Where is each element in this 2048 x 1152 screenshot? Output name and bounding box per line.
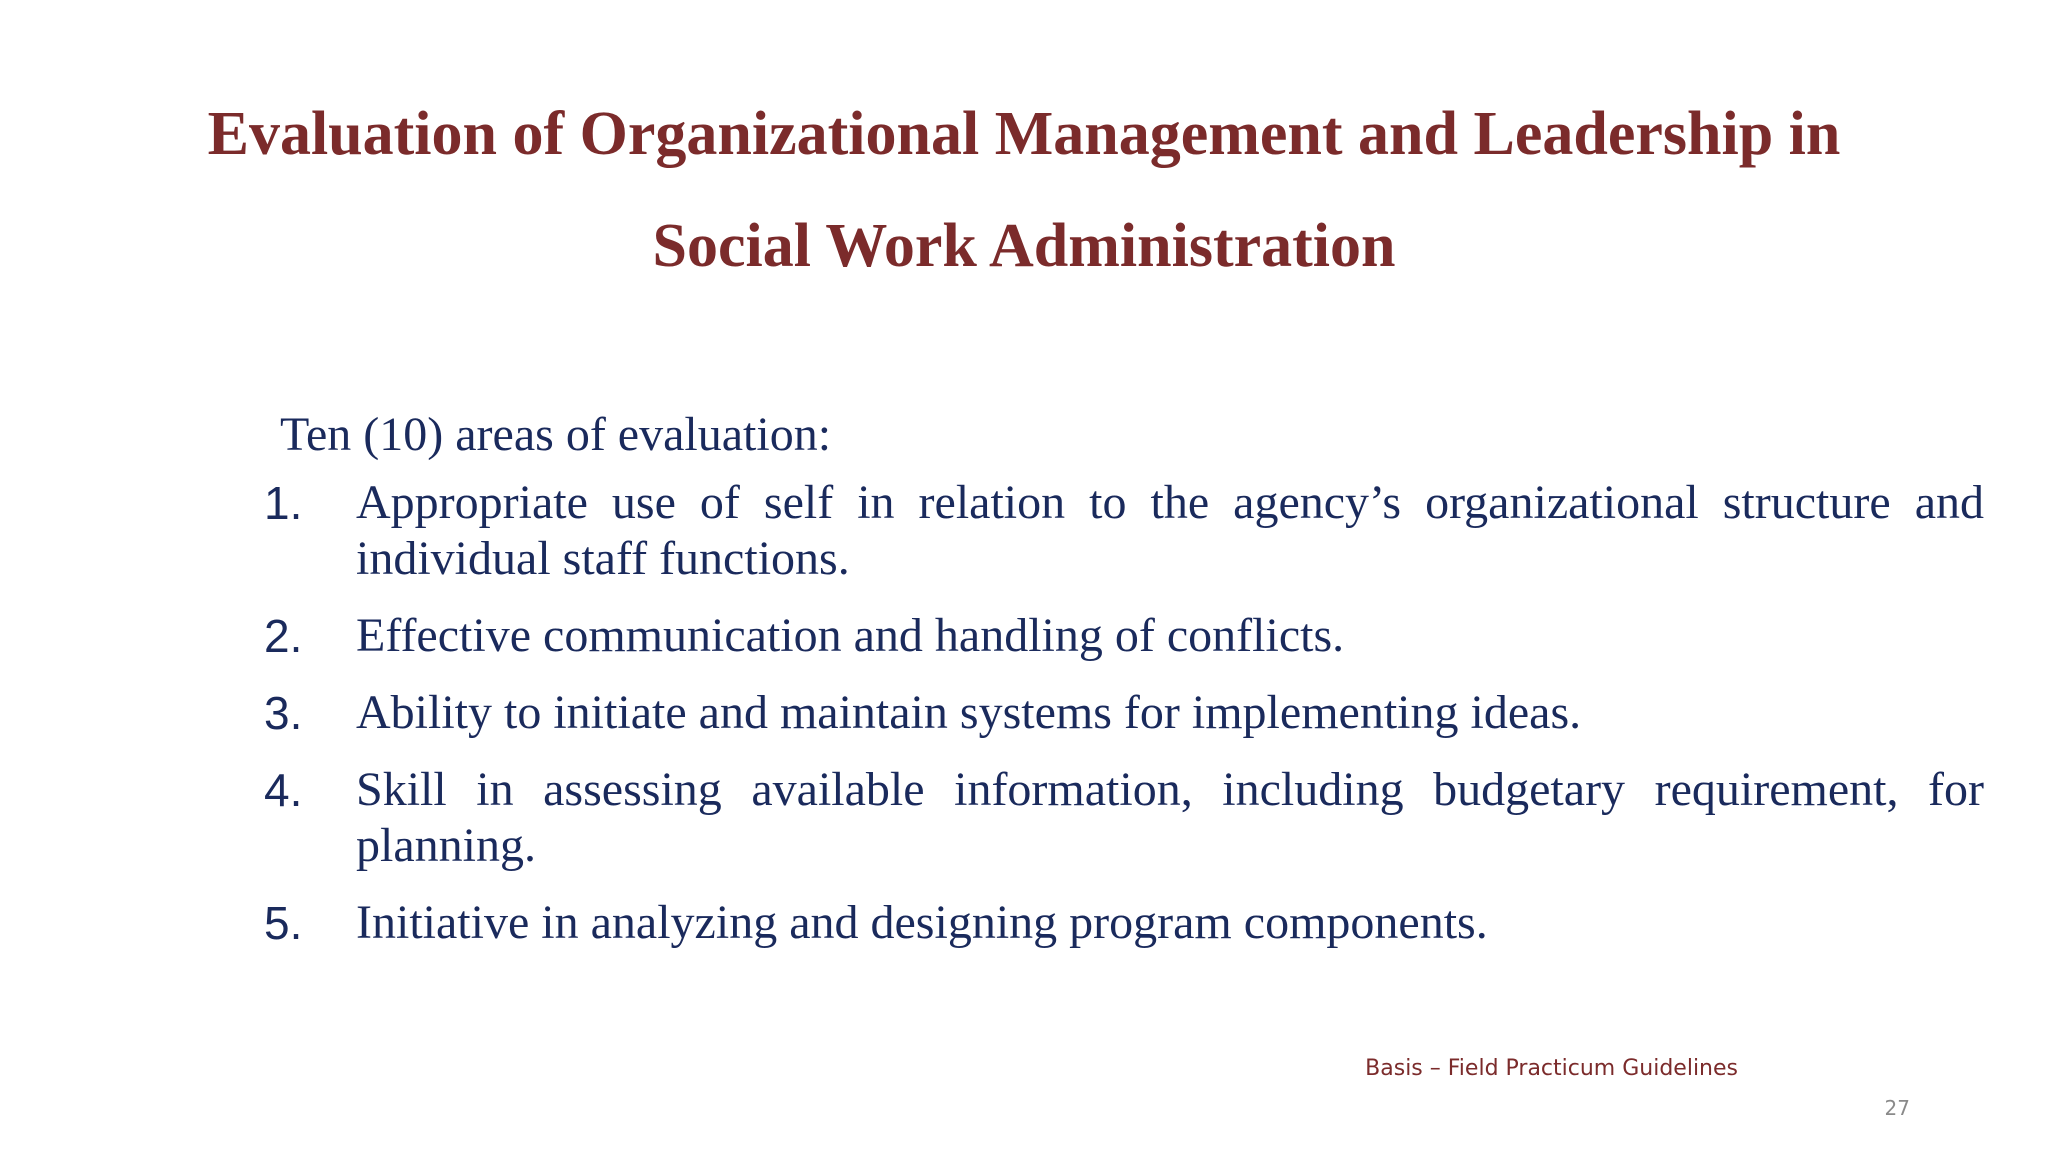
title-line-1: Evaluation of Organizational Management and Leadership in xyxy=(207,100,1841,168)
list-item-text: Effective communication and handling of conflicts. xyxy=(356,609,1345,662)
list-item xyxy=(264,762,1984,874)
list-item xyxy=(264,475,1984,587)
slide-body xyxy=(264,405,1984,972)
list-item-number: 3. xyxy=(264,687,303,739)
list-item-text: Initiative in analyzing and designing program components. xyxy=(356,896,1488,949)
list-item-text: Ability to initiate and maintain systems for implementing ideas. xyxy=(356,686,1582,739)
list-item-text: Appropriate use of self in relation to the agency’s organizational structure and individual staff functions. xyxy=(356,476,1984,585)
list-item xyxy=(264,685,1984,741)
title-line-2: Social Work Administration xyxy=(652,212,1396,280)
list-item xyxy=(264,895,1984,951)
list-item-number: 2. xyxy=(264,610,303,662)
list-item-number: 4. xyxy=(264,764,303,816)
slide-title xyxy=(0,78,2048,302)
basis-footnote: Basis – Field Practicum Guidelines xyxy=(1365,1056,1738,1081)
evaluation-list xyxy=(264,475,1984,951)
list-item xyxy=(264,608,1984,664)
list-item-text: Skill in assessing available information, including budgetary requirement, for planning. xyxy=(356,763,1984,872)
intro-text: Ten (10) areas of evaluation: xyxy=(280,408,832,461)
list-item-number: 1. xyxy=(264,477,303,529)
list-item-number: 5. xyxy=(264,897,303,949)
page-number: 27 xyxy=(1884,1096,1910,1120)
